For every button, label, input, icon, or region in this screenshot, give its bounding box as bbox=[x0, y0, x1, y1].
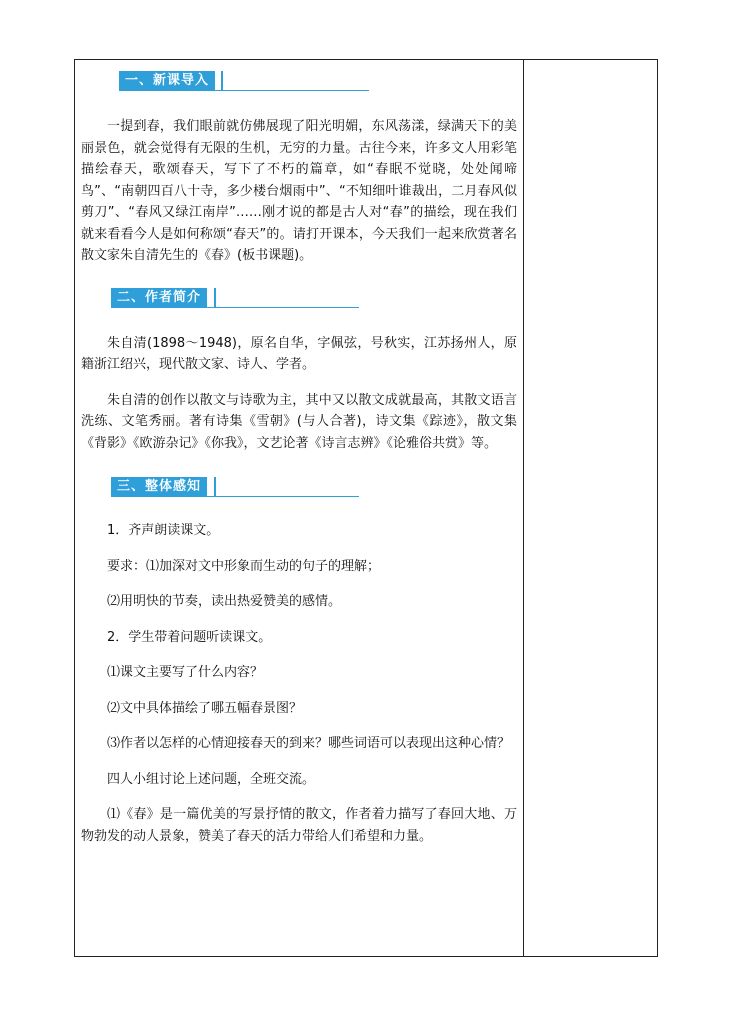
section-heading-overview bbox=[81, 474, 517, 500]
paragraph: 四人小组讨论上述问题，全班交流。 bbox=[107, 771, 316, 787]
section-heading-author bbox=[81, 285, 517, 311]
heading-underline bbox=[119, 90, 369, 91]
paragraph: ⑴课文主要写了什么内容？ bbox=[107, 665, 264, 680]
heading-underline bbox=[111, 496, 359, 497]
paragraph: 朱自清(1898～1948)，原名自华，字佩弦，号秋实，江苏扬州人，原籍浙江绍兴，现代散文家、诗人、学者。 bbox=[81, 335, 517, 372]
section-title: 二、作者简介 bbox=[111, 288, 207, 307]
lesson-content-cell bbox=[81, 68, 517, 847]
heading-tick bbox=[214, 288, 216, 307]
paragraph: ⑵用明快的节奏，读出热爱赞美的感情。 bbox=[107, 594, 342, 609]
paragraph: 一提到春，我们眼前就仿佛展现了阳光明媚，东风荡漾，绿满天下的美丽景色，就会觉得有无限的生机，无穷的力量。古往今来，许多文人用彩笔描绘春天，歌颂春天，写下了不朽的篇章，如“春眠不觉晓，处处闻啼鸟”、“南朝四百八十寺，多少楼台烟雨中”、“不知细叶谁裁出，二月春风似剪刀”、“春风又绿江南岸”……刚才说的都是古人对“春”的描绘，现在我们就来看看今人是如何称颂“春天”的。请打开课本，今天我们一起来欣赏著名散文家朱自清先生的《春》(板书课题)。 bbox=[81, 119, 517, 263]
lesson-plan-table bbox=[74, 59, 658, 957]
section-heading-intro bbox=[81, 68, 517, 94]
paragraph: 要求：⑴加深对文中形象而生动的句子的理解； bbox=[107, 558, 381, 574]
heading-tick bbox=[221, 71, 223, 90]
section-title: 三、整体感知 bbox=[111, 477, 207, 496]
paragraph: ⑶作者以怎样的心情迎接春天的到来？哪些词语可以表现出这种心情？ bbox=[107, 736, 511, 751]
paragraph: ⑴《春》是一篇优美的写景抒情的散文，作者着力描写了春回大地、万物勃发的动人景象，赞美了春天的活力带给人们希望和力量。 bbox=[81, 807, 517, 844]
column-divider bbox=[523, 60, 524, 956]
heading-underline bbox=[111, 307, 359, 308]
paragraph: 2．学生带着问题听读课文。 bbox=[107, 629, 272, 645]
paragraph: ⑵文中具体描绘了哪五幅春景图？ bbox=[107, 700, 303, 716]
section-title: 一、新课导入 bbox=[119, 71, 215, 90]
paragraph: 1．齐声朗读课文。 bbox=[107, 523, 220, 538]
paragraph: 朱自清的创作以散文与诗歌为主，其中又以散文成就最高，其散文语言洗练、文笔秀丽。著有诗集《雪朝》(与人合著)，诗文集《踪迹》，散文集《背影》《欧游杂记》《你我》，文艺论著《诗言志辨》《论雅俗共赏》等。 bbox=[81, 392, 517, 451]
heading-tick bbox=[214, 477, 216, 496]
